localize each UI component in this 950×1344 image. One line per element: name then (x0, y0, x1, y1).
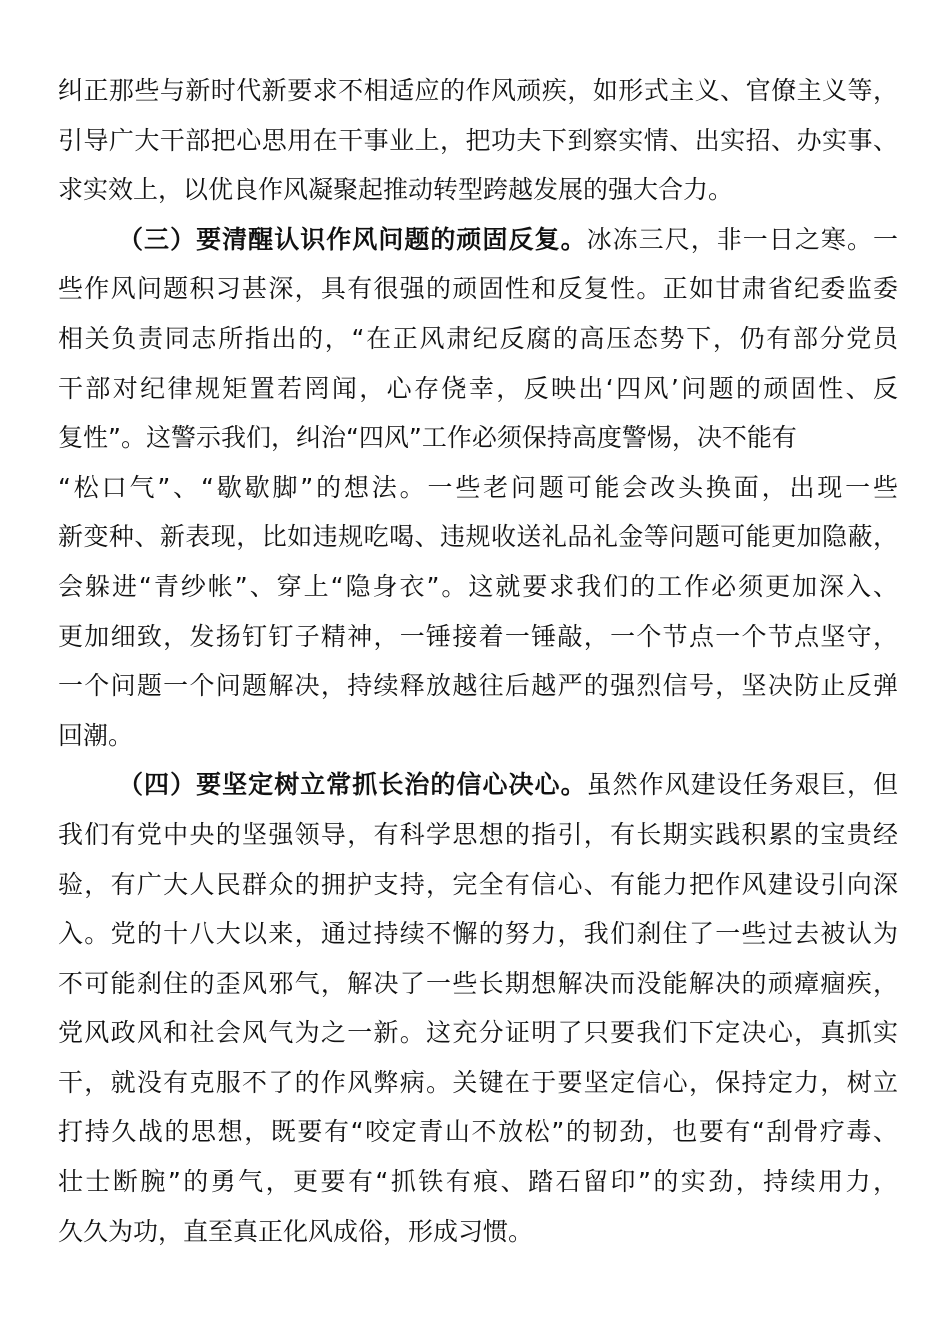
text-line: 不可能刹住的歪风邪气，解决了一些长期想解决而没能解决的顽瘴痼疾， (58, 968, 898, 998)
paragraph-continuation (58, 66, 898, 215)
section-heading-4: （四）要坚定树立常抓长治的信心决心。 (118, 770, 587, 800)
text-run: 虽然作风建设任务艰巨，但 (586, 770, 898, 800)
text-line: 回潮。 (58, 720, 134, 750)
paragraph-section-3 (58, 215, 898, 761)
section-heading-3: （三）要清醒认识作风问题的顽固反复。 (118, 224, 587, 254)
text-line: 复性”。这警示我们，纠治“四风”工作必须保持高度警惕，决不能有 (58, 423, 797, 453)
text-line: 求实效上，以优良作风凝聚起推动转型跨越发展的强大合力。 (58, 175, 734, 205)
text-line: 纠正那些与新时代新要求不相适应的作风顽疾，如形式主义、官僚主义等， (58, 76, 898, 105)
text-line: 入。党的十八大以来，通过持续不懈的努力，我们刹住了一些过去被认为 (58, 919, 898, 949)
text-line: 会躲进“青纱帐”、穿上“隐身衣”。这就要求我们的工作必须更加深入、 (58, 571, 898, 601)
text-line: 党风政风和社会风气为之一新。这充分证明了只要我们下定决心，真抓实 (58, 1018, 898, 1048)
text-line-with-heading (58, 760, 898, 810)
text-line: 引导广大干部把心思用在干事业上，把功夫下到察实情、出实招、办实事、 (58, 125, 898, 155)
paragraph-section-4 (58, 760, 898, 1256)
text-line: 干，就没有克服不了的作风弊病。关键在于要坚定信心，保持定力，树立 (58, 1067, 898, 1097)
text-line: 壮士断腕”的勇气，更要有“抓铁有痕、踏石留印”的实劲，持续用力， (58, 1167, 898, 1197)
text-line: 我们有党中央的坚强领导，有科学思想的指引，有长期实践积累的宝贵经 (58, 819, 898, 849)
text-line: 干部对纪律规矩置若罔闻，心存侥幸，反映出‘四风’问题的顽固性、反 (58, 373, 898, 403)
text-line: 打持久战的思想，既要有“咬定青山不放松”的韧劲，也要有“刮骨疗毒、 (58, 1117, 898, 1147)
text-line: 相关负责同志所指出的，“在正风肃纪反腐的高压态势下，仍有部分党员 (58, 323, 898, 353)
text-line: 验，有广大人民群众的拥护支持，完全有信心、有能力把作风建设引向深 (58, 869, 898, 899)
text-line-with-heading (58, 215, 898, 265)
text-line: 新变种、新表现，比如违规吃喝、违规收送礼品礼金等问题可能更加隐蔽， (58, 522, 898, 552)
text-run: 冰冻三尺，非一日之寒。一 (586, 224, 898, 254)
text-line: 一个问题一个问题解决，持续释放越往后越严的强烈信号，坚决防止反弹 (58, 671, 898, 701)
text-line: “松口气”、“歇歇脚”的想法。一些老问题可能会改头换面，出现一些 (58, 472, 898, 502)
text-line: 些作风问题积习甚深，具有很强的顽固性和反复性。正如甘肃省纪委监委 (58, 274, 898, 304)
text-line: 更加细致，发扬钉钉子精神，一锤接着一锤敲，一个节点一个节点坚守， (58, 621, 898, 651)
document-page (58, 66, 898, 1256)
text-line: 久久为功，直至真正化风成俗，形成习惯。 (58, 1216, 534, 1246)
